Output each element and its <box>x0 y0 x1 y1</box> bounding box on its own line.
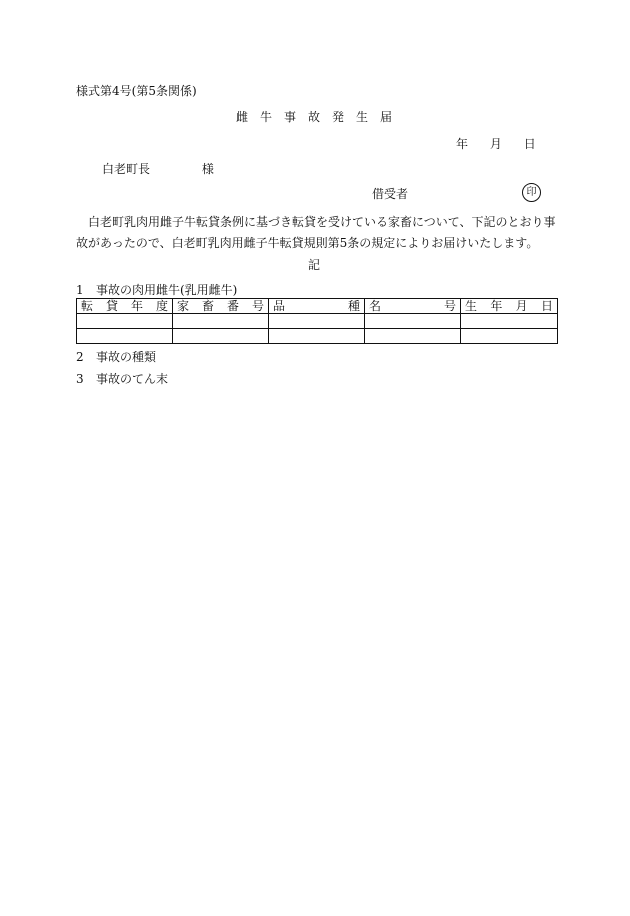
item-2-number: 2 <box>76 350 84 364</box>
table-cell <box>269 314 365 329</box>
table-cell <box>77 314 173 329</box>
table-cell <box>461 329 558 344</box>
table-cell <box>365 314 461 329</box>
addressee-name: 白老町長 <box>102 162 151 176</box>
table-cell <box>173 314 269 329</box>
table-header-cell: 品種 <box>269 299 365 314</box>
item-3-number: 3 <box>76 372 84 386</box>
addressee <box>102 162 214 178</box>
table-cell <box>269 329 365 344</box>
item-1 <box>76 283 237 299</box>
item-1-label: 事故の肉用雌牛(乳用雌牛) <box>96 283 238 297</box>
table-row <box>77 329 558 344</box>
table-header-cell: 転貸年度 <box>77 299 173 314</box>
ki-heading: 記 <box>308 258 321 272</box>
date-line <box>456 137 536 153</box>
form-number: 様式第4号(第5条関係) <box>76 84 197 98</box>
body-text: 白老町乳肉用雌子牛転貸条例に基づき転貸を受けている家畜について、下記のとおり事故があったので、白老町乳肉用雌子牛転貸規則第5条の規定によりお届けいたします。 <box>76 215 556 250</box>
table-cell <box>173 329 269 344</box>
item-1-number: 1 <box>76 283 84 297</box>
date-month: 月 <box>489 137 502 151</box>
table-cell <box>77 329 173 344</box>
table-header-cell: 家畜番号 <box>173 299 269 314</box>
table-row <box>77 314 558 329</box>
date-year: 年 <box>456 137 469 151</box>
cattle-table <box>76 298 558 344</box>
item-2 <box>76 350 156 366</box>
item-2-label: 事故の種類 <box>96 350 157 364</box>
date-day: 日 <box>523 137 536 151</box>
seal-mark: 印 <box>522 183 541 202</box>
item-3-label: 事故のてん末 <box>96 372 169 386</box>
table-header-cell: 名号 <box>365 299 461 314</box>
table-header-row <box>77 299 558 314</box>
addressee-honorific: 様 <box>201 162 214 176</box>
item-3 <box>76 372 168 388</box>
table-cell <box>365 329 461 344</box>
borrower-label: 借受者 <box>372 187 409 201</box>
document-title: 雌牛事故発生届 <box>236 110 405 124</box>
table-header-cell: 生年月日 <box>461 299 558 314</box>
table-cell <box>461 314 558 329</box>
